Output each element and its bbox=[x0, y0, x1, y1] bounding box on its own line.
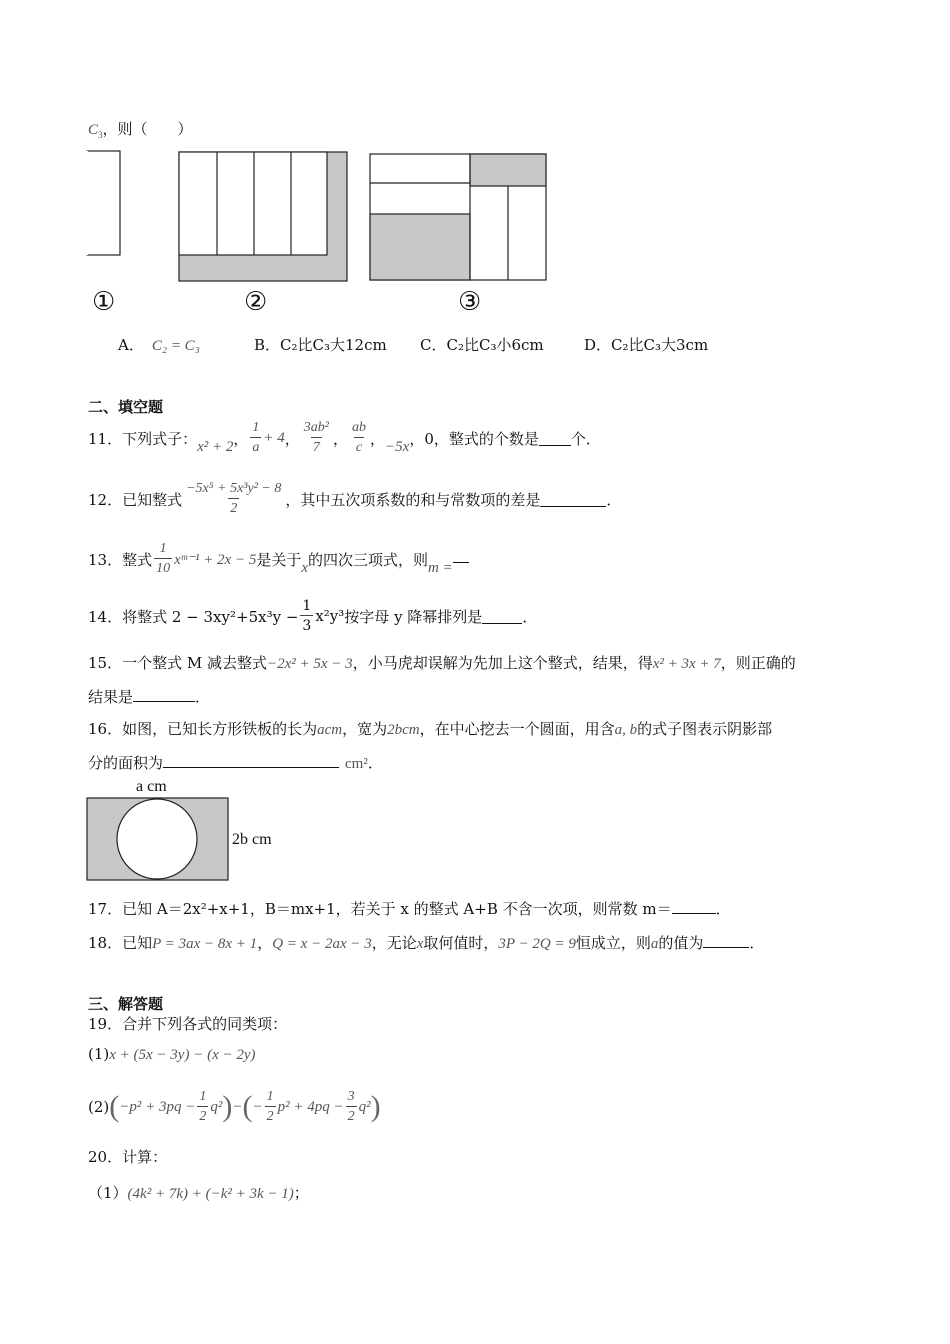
q16-figure bbox=[86, 797, 231, 883]
figure-3-shade-left bbox=[370, 214, 470, 280]
option-b: B．C₂比C₃大12cm bbox=[254, 336, 387, 354]
question-12: 12． 已知整式 $\frac{\text{−5x⁵ + 5x³y² − 8}}{2}$ ，其中五次项系数的和与常数项的差是 ． bbox=[88, 476, 621, 522]
cut-circle bbox=[117, 799, 197, 879]
figure-3-shade-top bbox=[470, 154, 546, 186]
section-3-title: 三、解答题 bbox=[88, 995, 164, 1013]
q10-tail: $C_3$，则（ ） bbox=[88, 120, 193, 140]
option-a: A． C₂ = C₃ bbox=[118, 336, 200, 354]
figure-label-right: 2b cm bbox=[232, 831, 272, 848]
answer-blank-17[interactable] bbox=[672, 899, 716, 914]
answer-blank-18[interactable] bbox=[703, 933, 749, 948]
question-15-line-1: 15．一个整式 M 减去整式−2x² + 5x − 3，小马虎却误解为先加上这个整式，结果，得x² + 3x + 7，则正确的 bbox=[88, 654, 796, 672]
figure-label-3: ③ bbox=[458, 287, 482, 317]
answer-blank-11[interactable] bbox=[539, 431, 571, 446]
question-18: 18．已知P = 3ax − 8x + 1，Q = x − 2ax − 3，无论x取何值时，3P − 2Q = 9恒成立，则a的值为 ． bbox=[88, 934, 765, 952]
answer-blank-12[interactable] bbox=[540, 492, 606, 507]
figure-label-1: ① bbox=[92, 287, 116, 317]
question-19-part-2: (2) ( −p² + 3pq − $\frac{1}{2}$ q² ) − ( − $\frac{1}{2}$ p² + 4pq − $\frac{3}{2}$ q² ) bbox=[88, 1084, 381, 1130]
figure-label-2: ② bbox=[244, 287, 268, 317]
answer-blank-13[interactable] bbox=[453, 556, 469, 563]
figure-label-top: a cm bbox=[136, 778, 167, 795]
question-16-line-1: 16．如图，已知长方形铁板的长为acm，宽为2bcm，在中心挖去一个圆面，用含a, b的式子图表示阴影部 bbox=[88, 720, 773, 738]
question-11: 11． 下列式子： x² + 2 ， $\frac{1}{a}$ + 4 ， $\frac{\text{3ab²}}{7}$ ， $\frac{ab}{c}$ ， −5x ，0，整式的个数是 个． bbox=[88, 416, 601, 460]
figure-2-rect bbox=[179, 152, 327, 255]
question-17: 17．已知 A＝2x²+x+1，B＝mx+1，若关于 x 的整式 A+B 不含一次项，则常数 m＝ ． bbox=[88, 900, 731, 918]
answer-blank-16[interactable] bbox=[163, 753, 339, 768]
question-16-line-2: 分的面积为 cm²． bbox=[88, 754, 383, 772]
option-d: D．C₂比C₃大3cm bbox=[584, 336, 709, 354]
question-14: 14． 将整式 2 − 3xy²+5x³y − $\frac{1}{3}$ x²y³ 按字母 y 降幂排列是 ． bbox=[88, 597, 538, 634]
option-c: C．C₂比C₃小6cm bbox=[420, 336, 544, 354]
question-20-part-1: （1）(4k² + 7k) + (−k² + 3k − 1)； bbox=[88, 1184, 309, 1202]
section-2-title: 二、填空题 bbox=[88, 398, 164, 416]
question-13: 13． 整式 $\frac{1}{10}$ xᵐ⁻¹ + 2x − 5 是关于 x 的四次三项式，则 m = bbox=[88, 536, 469, 582]
figure-1-rect bbox=[87, 151, 120, 255]
question-19-part-1: (1)x + (5x − 3y) − (x − 2y) bbox=[88, 1045, 256, 1063]
answer-blank-14[interactable] bbox=[482, 609, 522, 624]
q10-figures bbox=[80, 145, 560, 285]
answer-blank-15[interactable] bbox=[133, 687, 195, 702]
question-19: 19．合并下列各式的同类项： bbox=[88, 1015, 288, 1033]
question-20: 20．计算： bbox=[88, 1148, 168, 1166]
question-15-line-2: 结果是 ． bbox=[88, 688, 211, 706]
